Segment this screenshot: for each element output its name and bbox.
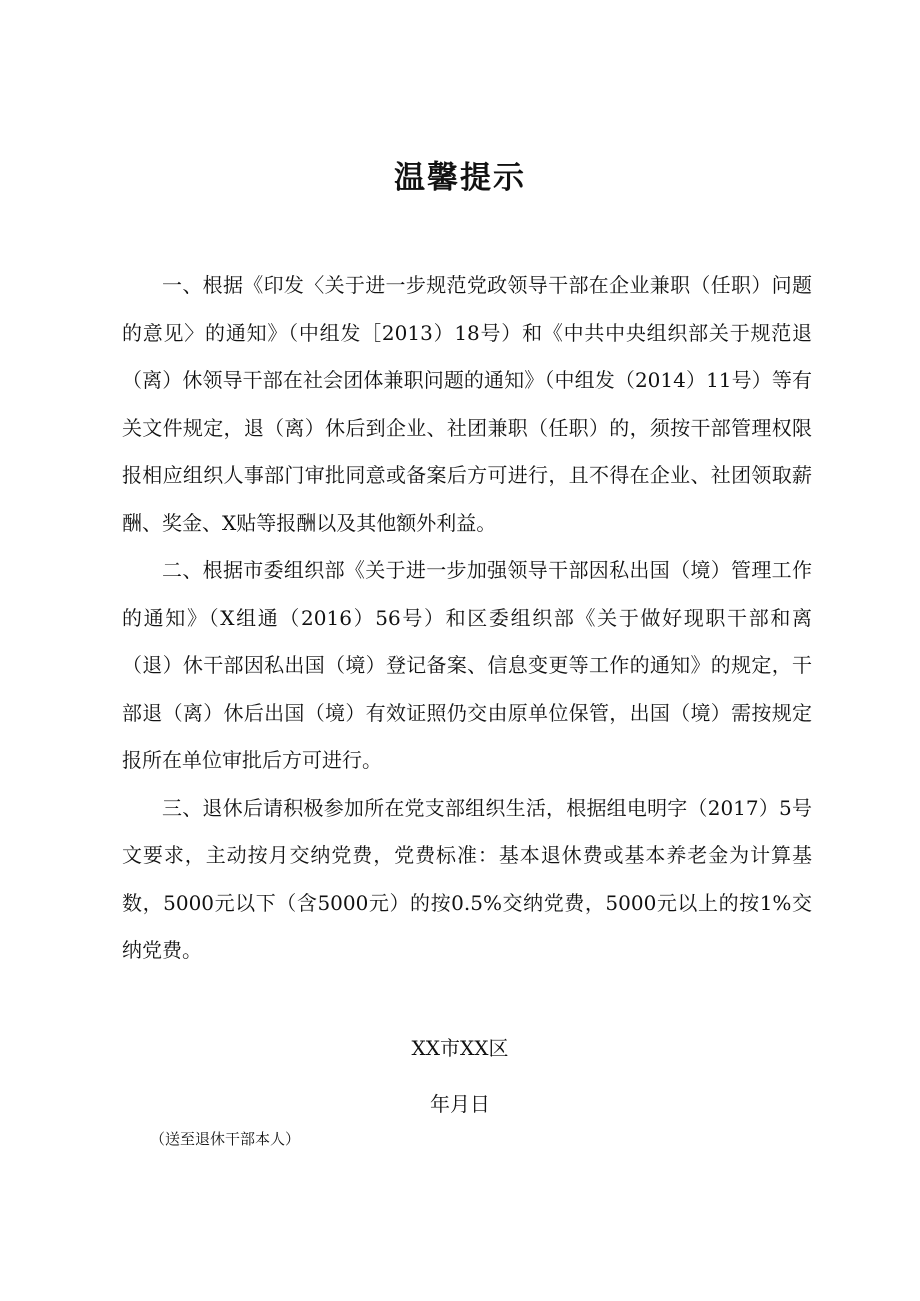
signature-date: 年月日 <box>430 1092 490 1116</box>
page-title: 温馨提示 <box>394 160 526 196</box>
paragraph-2: 二、根据市委组织部《关于进一步加强领导干部因私出国（境）管理工作的通知》（X组通（2016）56号）和区委组织部《关于做好现职干部和离（退）休干部因私出国（境）登记备案、信息变更等工作的通知》的规定，干部退（离）休后出国（境）有效证照仍交由原单位保管，出国（境）需按规定报所在单位审批后方可进行。 <box>122 558 812 772</box>
delivery-note: （送至退休干部本人） <box>150 1130 301 1148</box>
paragraph-3: 三、退休后请积极参加所在党支部组织生活，根据组电明字（2017）5号文要求，主动按月交纳党费，党费标准：基本退休费或基本养老金为计算基数，5000元以下（含5000元）的按0.5%交纳党费，5000元以上的按1%交纳党费。 <box>122 795 812 962</box>
document-body <box>122 262 812 975</box>
paragraph-1: 一、根据《印发〈关于进一步规范党政领导干部在企业兼职（任职）问题的意见〉的通知》（中组发［2013）18号）和《中共中央组织部关于规范退（离）休领导干部在社会团体兼职问题的通知》（中组发（2014）11号）等有关文件规定，退（离）休后到企业、社团兼职（任职）的，须按干部管理权限报相应组织人事部门审批同意或备案后方可进行，且不得在企业、社团领取薪酬、奖金、X贴等报酬以及其他额外利益。 <box>122 273 812 535</box>
signature-organization: XX市XX区 <box>411 1036 509 1060</box>
